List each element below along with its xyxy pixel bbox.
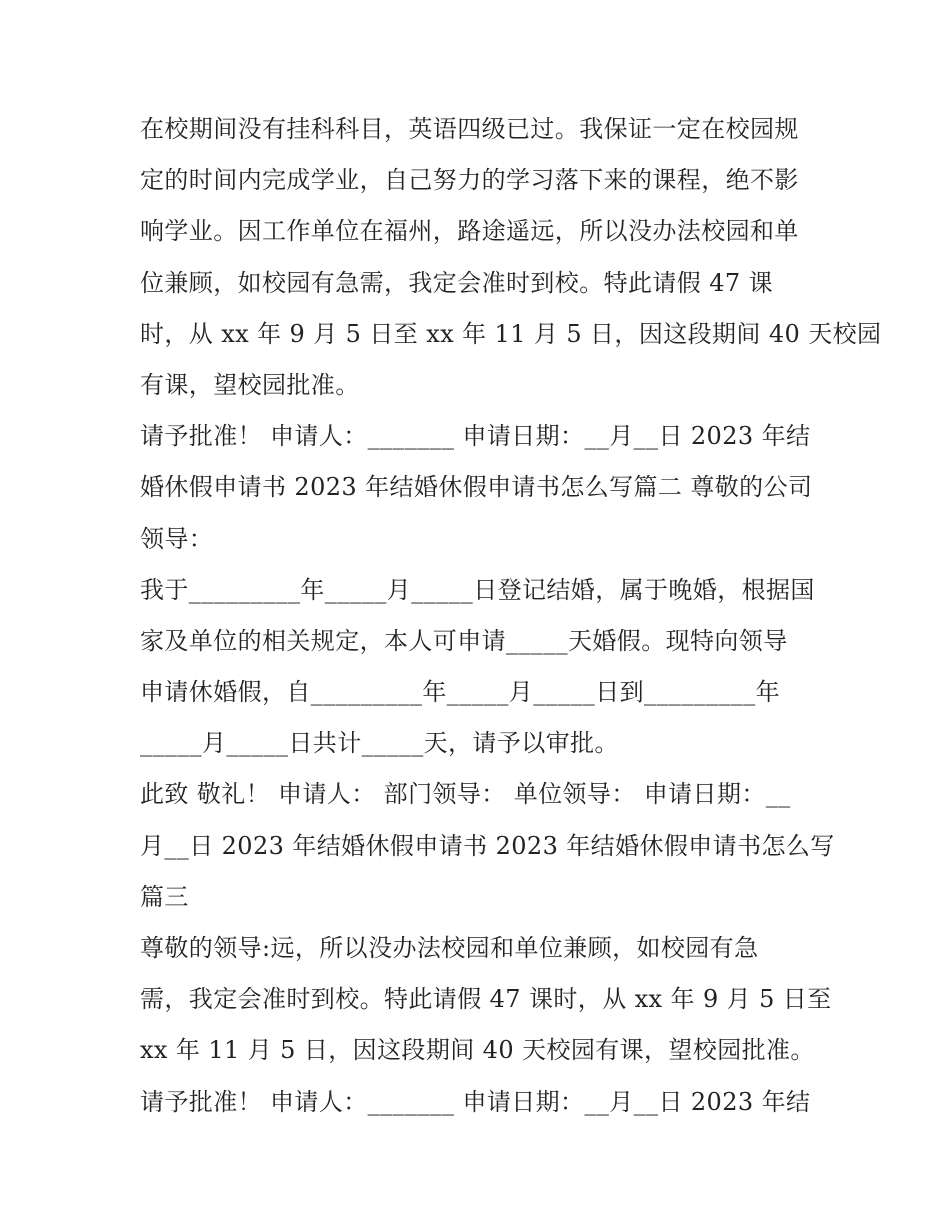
text-line: 定的时间内完成学业，自己努力的学习落下来的课程，绝不影 [140, 166, 799, 195]
text-line: 请予批准！ 申请人：_______ 申请日期：__月__日 2023 年结 [140, 422, 811, 451]
text-line: 有课，望校园批准。 [140, 370, 360, 399]
text-line: 请予批准！ 申请人：_______ 申请日期：__月__日 2023 年结 [140, 1087, 811, 1116]
text-line: 在校期间没有挂科科目，英语四级已过。我保证一定在校园规 [140, 115, 799, 143]
text-line: 尊敬的领导:远，所以没办法校园和单位兼顾，如校园有急 [140, 934, 759, 962]
text-line: _____月_____日共计_____天，请予以审批。 [140, 729, 619, 758]
text-line: 需，我定会准时到校。特此请假 47 课时，从 xx 年 9 月 5 日至 [140, 985, 832, 1014]
text-line: 领导： [140, 524, 214, 553]
document-body [140, 104, 882, 1128]
text-line: 婚休假申请书 2023 年结婚休假申请书怎么写篇二 尊敬的公司 [140, 473, 813, 502]
text-line: 位兼顾，如校园有急需，我定会准时到校。特此请假 47 课 [140, 268, 773, 297]
text-line: 此致 敬礼！ 申请人： 部门领导： 单位领导： 申请日期：__ [140, 780, 791, 809]
text-line: 申请休婚假，自_________年_____月_____日到_________年 [140, 678, 780, 707]
text-line: 响学业。因工作单位在福州，路途遥远，所以没办法校园和单 [140, 217, 799, 246]
text-line: 篇三 [140, 882, 189, 911]
text-line: 时，从 xx 年 9 月 5 日至 xx 年 11 月 5 日，因这段期间 40 天校园 [140, 319, 882, 348]
text-line: 月__日 2023 年结婚休假申请书 2023 年结婚休假申请书怎么写 [140, 831, 835, 860]
text-line: xx 年 11 月 5 日，因这段期间 40 天校园有课，望校园批准。 [140, 1036, 815, 1065]
text-line: 我于_________年_____月_____日登记结婚，属于晚婚，根据国 [140, 575, 815, 604]
text-line: 家及单位的相关规定，本人可申请_____天婚假。现特向领导 [140, 626, 788, 655]
